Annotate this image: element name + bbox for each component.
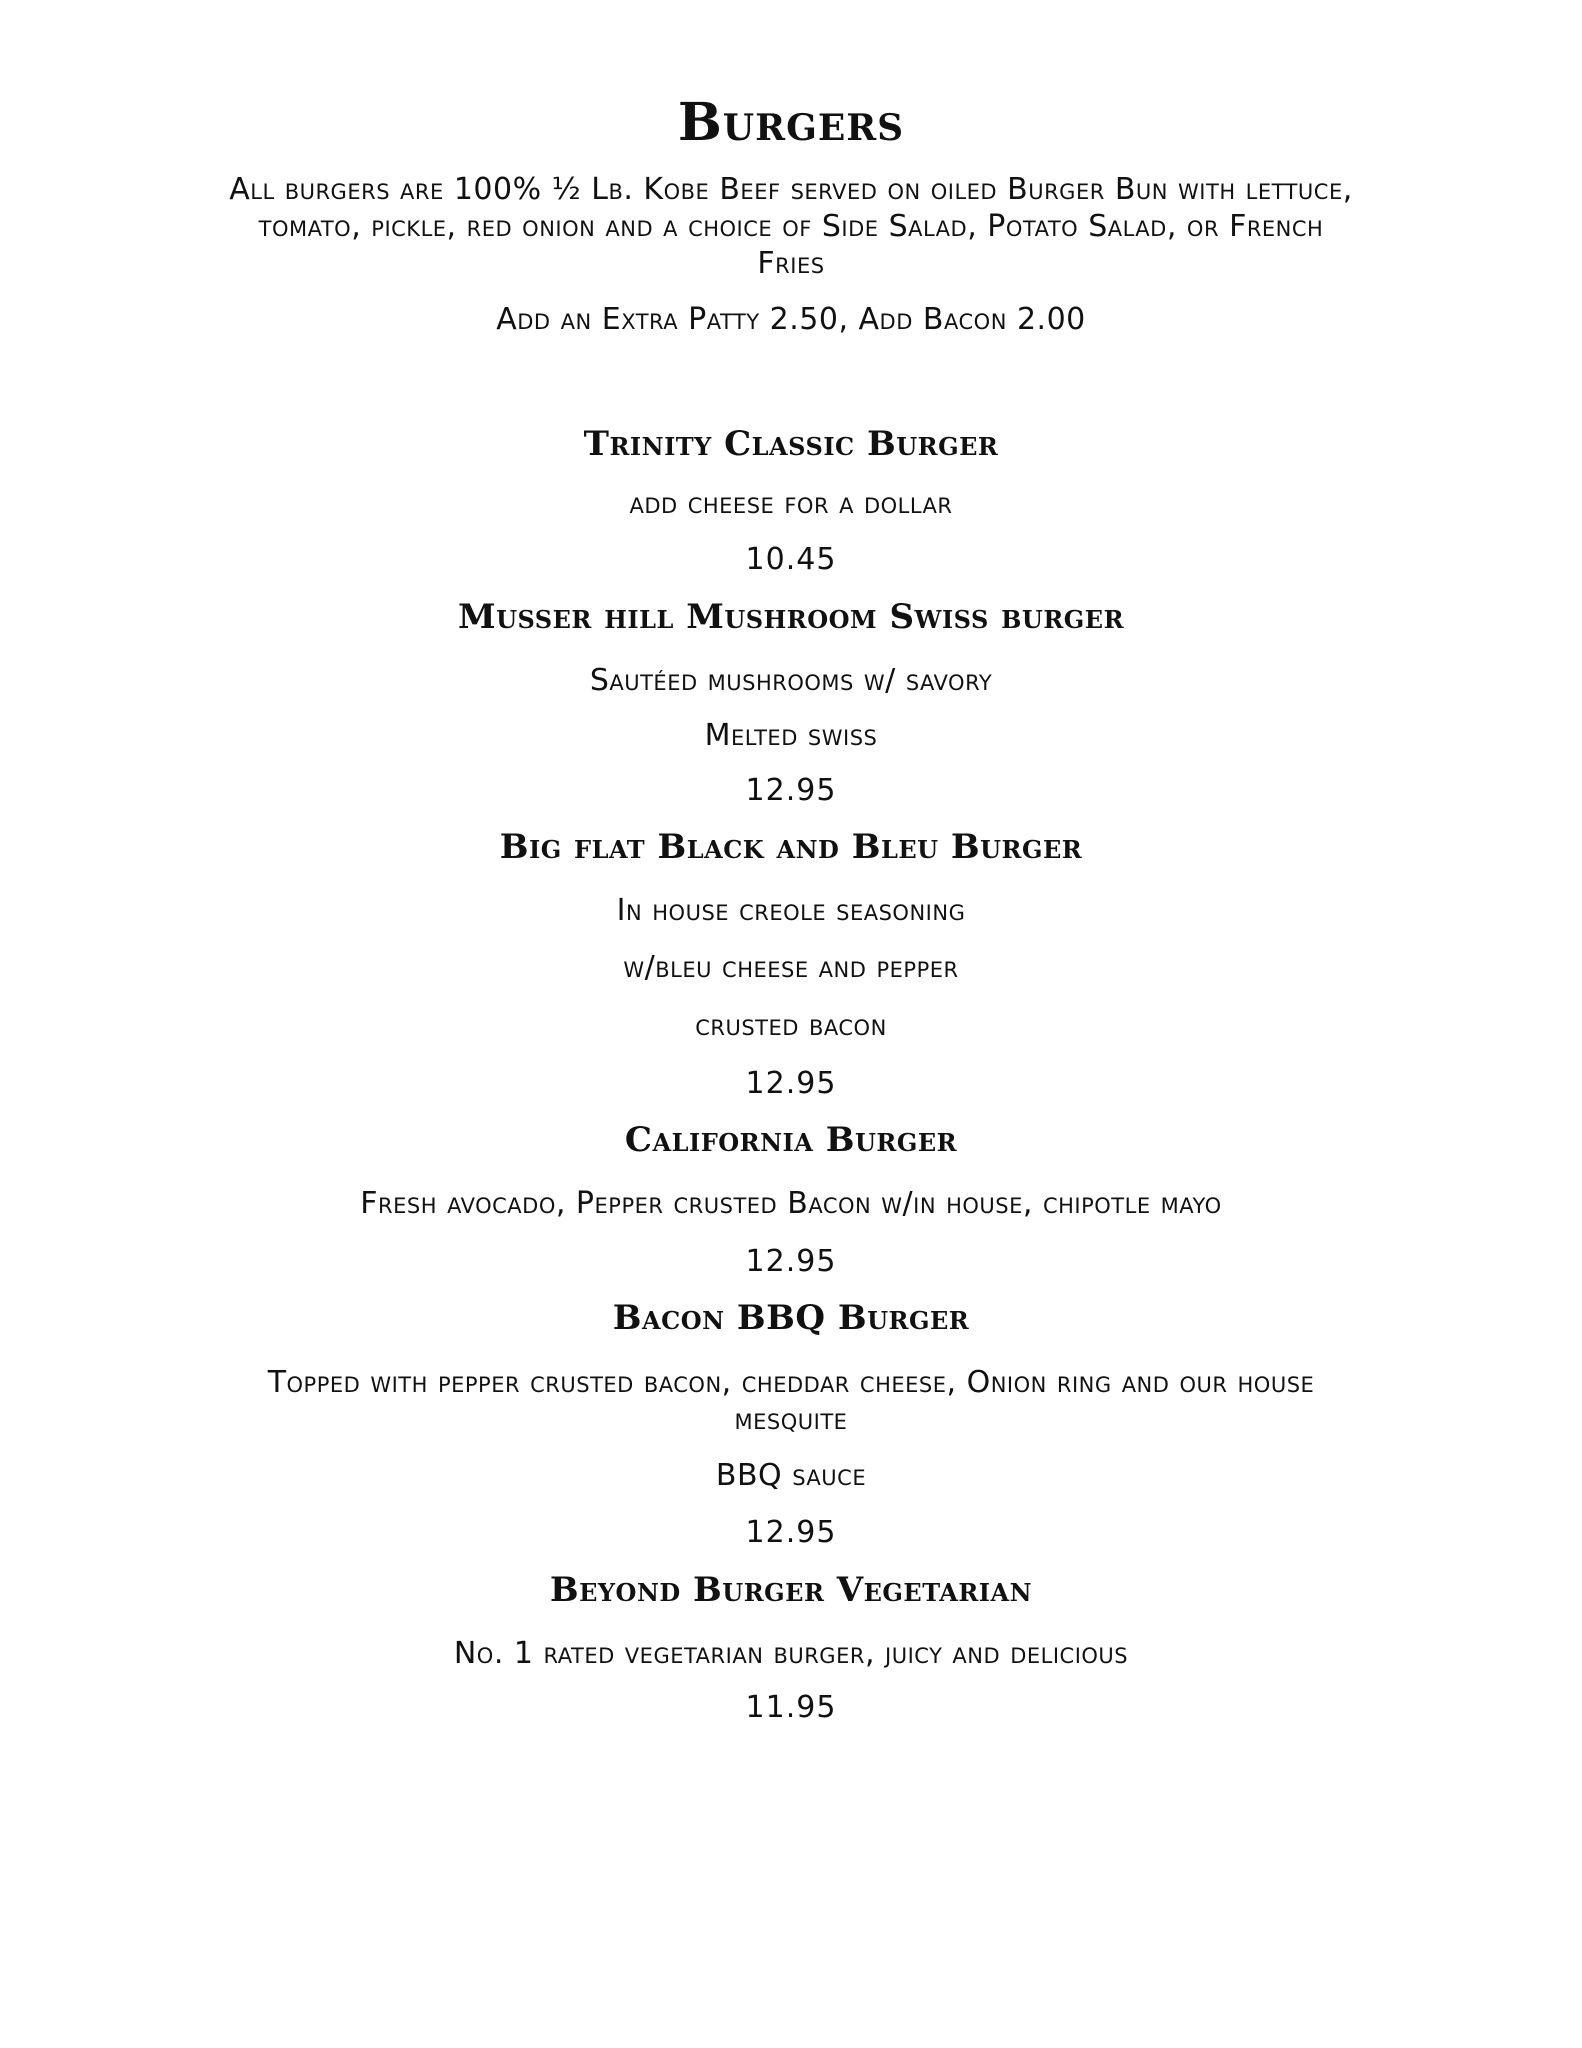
menu-item-description: Melted swiss (704, 718, 878, 753)
menu-item-name: Bacon BBQ Burger (612, 1298, 970, 1338)
menu-item-description: crusted bacon (695, 1008, 887, 1043)
menu-item-description: w/bleu cheese and pepper (623, 950, 959, 985)
menu-item-description: Topped with pepper crusted bacon, cheddar cheese, Onion ring and our house (267, 1365, 1315, 1400)
menu-item-name: California Burger (624, 1120, 958, 1160)
menu-item-price: 12.95 (745, 1515, 837, 1550)
menu-item-price: 12.95 (745, 1244, 837, 1279)
menu-item-description: No. 1 rated vegetarian burger, juicy and delicious (453, 1636, 1129, 1671)
intro-line-1: All burgers are 100% ½ Lb. Kobe Beef served on oiled Burger Bun with lettuce, (229, 172, 1353, 207)
menu-item-price: 11.95 (745, 1690, 837, 1725)
menu-item-price: 10.45 (745, 542, 837, 577)
menu-item-name: Trinity Classic Burger (583, 424, 999, 464)
menu-item-description: Fresh avocado, Pepper crusted Bacon w/in house, chipotle mayo (360, 1186, 1222, 1221)
menu-item-name: Big flat Black and Bleu Burger (499, 827, 1083, 867)
menu-item-price: 12.95 (745, 773, 837, 808)
menu-item-name: Musser hill Mushroom Swiss burger (457, 597, 1125, 637)
addons-note: Add an Extra Patty 2.50, Add Bacon 2.00 (496, 302, 1086, 337)
menu-item-description: mesquite (734, 1402, 848, 1437)
menu-item-description: BBQ sauce (715, 1458, 867, 1493)
menu-item-description: In house creole seasoning (616, 893, 966, 928)
menu-item-price: 12.95 (745, 1066, 837, 1101)
intro-line-3: Fries (757, 246, 825, 281)
menu-item-description: add cheese for a dollar (629, 486, 953, 521)
page-title: Burgers (677, 92, 905, 153)
menu-item-name: Beyond Burger Vegetarian (549, 1570, 1033, 1610)
menu-item-description: Sautéed mushrooms w/ savory (589, 663, 993, 698)
intro-line-2: tomato, pickle, red onion and a choice of Side Salad, Potato Salad, or French (258, 209, 1324, 244)
